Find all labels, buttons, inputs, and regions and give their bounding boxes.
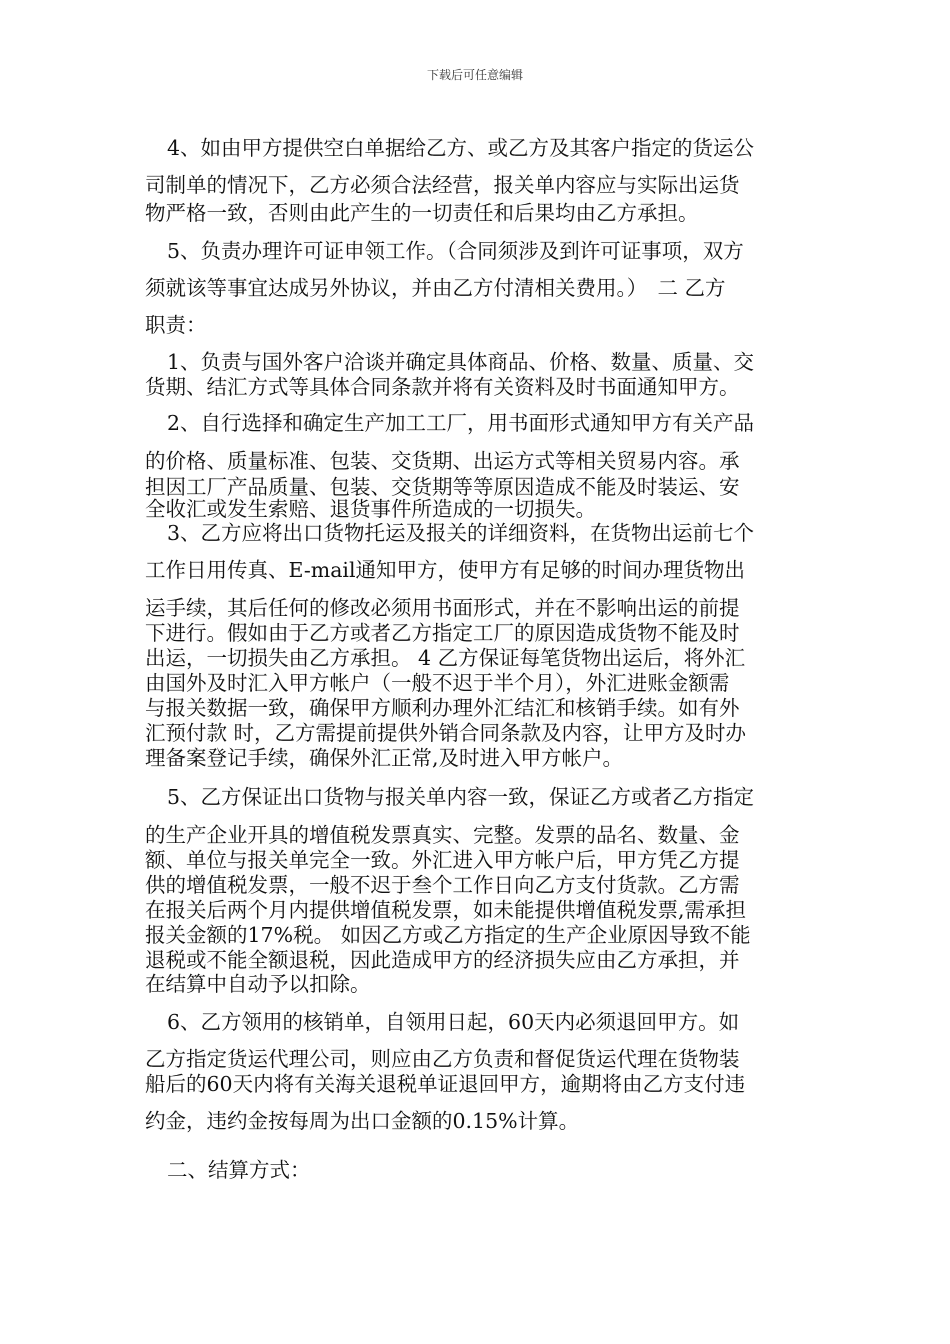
text-line: 汇预付款 时，乙方需提前提供外销合同条款及内容，让甲方及时办 bbox=[145, 721, 747, 745]
text-line: 5、乙方保证出口货物与报关单内容一致，保证乙方或者乙方指定 bbox=[167, 785, 755, 809]
text-line: 6、乙方领用的核销单，自领用日起，60天内必须退回甲方。如 bbox=[167, 1010, 740, 1034]
text-line: 3、乙方应将出口货物托运及报关的详细资料，在货物出运前七个 bbox=[167, 521, 755, 545]
text-line: 理备案登记手续，确保外汇正常,及时进入甲方帐户。 bbox=[145, 746, 624, 770]
text-line: 职责： bbox=[145, 313, 207, 337]
text-line: 货期、结汇方式等具体合同条款并将有关资料及时书面通知甲方。 bbox=[145, 375, 740, 399]
text-line: 4、如由甲方提供空白单据给乙方、或乙方及其客户指定的货运公 bbox=[167, 136, 755, 160]
text-line: 1、负责与国外客户洽谈并确定具体商品、价格、数量、质量、交 bbox=[167, 350, 755, 374]
text-line: 由国外及时汇入甲方帐户（一般不迟于半个月），外汇进账金额需 bbox=[145, 671, 730, 695]
text-line: 与报关数据一致，确保甲方顺利办理外汇结汇和核销手续。如有外 bbox=[145, 696, 740, 720]
text-line: 在报关后两个月内提供增值税发票，如未能提供增值税发票,需承担 bbox=[145, 898, 747, 922]
text-line: 的价格、质量标准、包装、交货期、出运方式等相关贸易内容。承 bbox=[145, 449, 740, 473]
text-line: 工作日用传真、E-mail通知甲方，使甲方有足够的时间办理货物出 bbox=[145, 558, 746, 582]
text-line: 担因工厂产品质量、包装、交货期等等原因造成不能及时装运、安 bbox=[145, 475, 740, 499]
text-line: 约金，违约金按每周为出口金额的0.15%计算。 bbox=[145, 1109, 580, 1133]
text-line: 出运，一切损失由乙方承担。 4 乙方保证每笔货物出运后，将外汇 bbox=[145, 646, 746, 670]
text-line: 供的增值税发票，一般不迟于叁个工作日向乙方支付货款。乙方需 bbox=[145, 873, 740, 897]
text-line: 须就该等事宜达成另外协议，并由乙方付清相关费用。） 二 乙方 bbox=[145, 276, 726, 300]
text-line: 乙方指定货运代理公司，则应由乙方负责和督促货运代理在货物装 bbox=[145, 1047, 740, 1071]
text-line: 司制单的情况下，乙方必须合法经营，报关单内容应与实际出运货 bbox=[145, 173, 740, 197]
text-line: 船后的60天内将有关海关退税单证退回甲方，逾期将由乙方支付违 bbox=[145, 1072, 746, 1096]
text-line: 5、负责办理许可证申领工作。（合同须涉及到许可证事项，双方 bbox=[167, 239, 744, 263]
text-line: 全收汇或发生索赔、退货事件所造成的一切损失。 bbox=[145, 497, 596, 521]
text-line: 下进行。假如由于乙方或者乙方指定工厂的原因造成货物不能及时 bbox=[145, 621, 740, 645]
page-header: 下载后可任意编辑 bbox=[426, 68, 523, 82]
text-line: 运手续，其后任何的修改必须用书面形式，并在不影响出运的前提 bbox=[145, 596, 740, 620]
text-line: 额、单位与报关单完全一致。外汇进入甲方帐户后，甲方凭乙方提 bbox=[145, 848, 740, 872]
text-line: 2、自行选择和确定生产加工工厂，用书面形式通知甲方有关产品 bbox=[167, 411, 755, 435]
text-line: 物严格一致，否则由此产生的一切责任和后果均由乙方承担。 bbox=[145, 201, 699, 225]
text-line: 退税或不能全额退税，因此造成甲方的经济损失应由乙方承担，并 bbox=[145, 948, 740, 972]
section-heading: 二、结算方式： bbox=[167, 1158, 311, 1182]
text-line: 的生产企业开具的增值税发票真实、完整。发票的品名、数量、金 bbox=[145, 823, 740, 847]
text-line: 在结算中自动予以扣除。 bbox=[145, 972, 371, 996]
text-line: 报关金额的17%税。 如因乙方或乙方指定的生产企业原因导致不能 bbox=[145, 923, 751, 947]
